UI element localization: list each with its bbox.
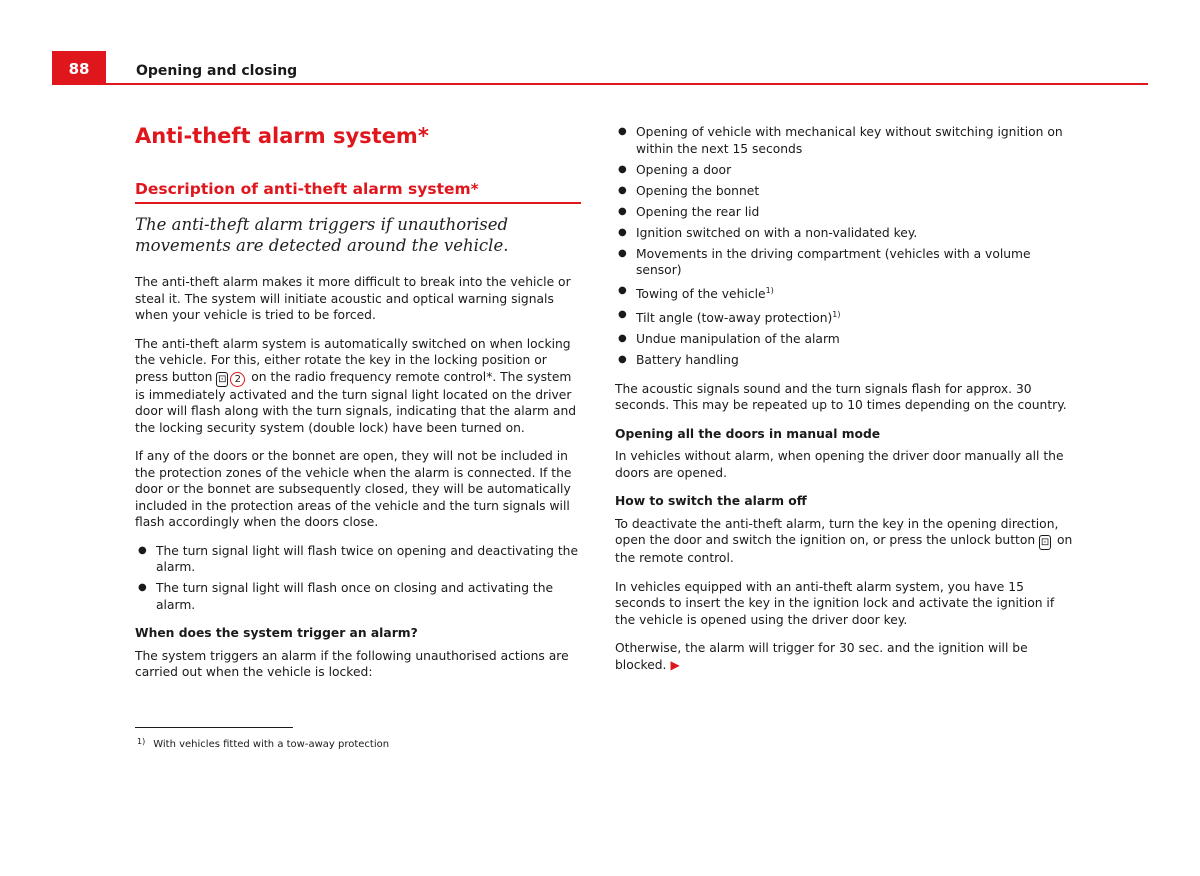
list-item: ● Ignition switched on with a non-validated key.	[618, 225, 918, 240]
list-item: ● Opening the rear lid	[618, 204, 760, 219]
list-item: ● Tilt angle (tow-away protection)$^{1)}$	[618, 309, 841, 326]
paragraph	[615, 640, 1077, 673]
list-item: ● Battery handling	[618, 353, 739, 368]
key-unlock-icon: ⊡	[1040, 537, 1050, 549]
left-column	[135, 110, 581, 693]
footnote-mark: 1)	[137, 737, 146, 746]
list-item: ● Undue manipulation of the alarm	[618, 332, 840, 347]
intro-text: The anti-theft alarm triggers if unauthorised movements are detected around the vehicle.	[135, 215, 509, 255]
paragraph: In vehicles equipped with an anti-theft alarm system, you have 15 seconds to insert the key in the ignition lock and activate the ignition if the vehicle is opened using the driver door key.	[615, 579, 1055, 627]
footnote	[137, 737, 389, 750]
key-lock-icon: ⊡	[218, 373, 227, 385]
subheading: How to switch the alarm off	[615, 494, 807, 509]
bullet-icon: ●	[618, 354, 627, 366]
paragraph: The system triggers an alarm if the following unauthorised actions are carried out when the vehicle is locked:	[135, 648, 569, 679]
bullet-list	[135, 543, 581, 614]
paragraph	[615, 516, 1077, 567]
page-heading: Anti-theft alarm system*	[135, 124, 429, 148]
list-item: ● Opening of vehicle with mechanical key without switching ignition on within the next 15 seconds	[618, 125, 1063, 156]
bullet-icon: ●	[138, 582, 147, 593]
section-heading: Description of anti-theft alarm system*	[135, 180, 581, 204]
list-item: ● The turn signal light will flash once on closing and activating the alarm.	[138, 581, 554, 612]
bullet-icon: ●	[618, 184, 627, 196]
footnote-ref: 1)	[765, 286, 774, 295]
paragraph-text: To deactivate the anti-theft alarm, turn the key in the opening direction, open the door and switch the ignition on, or press the unlock button	[615, 516, 1059, 548]
bullet-icon: ●	[618, 226, 627, 238]
trigger-list	[615, 124, 1077, 369]
paragraph-text: The anti-theft alarm system is automatically switched on when locking the vehicle. For this, either rotate the key in the locking position or press button	[135, 336, 571, 384]
callout-number: 2	[230, 372, 245, 387]
footnote-divider	[135, 727, 293, 728]
bullet-icon: ●	[618, 285, 627, 296]
list-item: ● The turn signal light will flash twice on opening and deactivating the alarm.	[138, 543, 579, 574]
paragraph: The anti-theft alarm makes it more difficult to break into the vehicle or steal it. The system will initiate acoustic and optical warning signals when your vehicle is tried to be forced.	[135, 275, 571, 322]
paragraph-text: Otherwise, the alarm will trigger for 30 sec. and the ignition will be blocked.	[615, 641, 1028, 672]
list-item: ● Movements in the driving compartment (vehicles with a volume sensor)	[618, 246, 1031, 277]
bullet-icon: ●	[618, 163, 627, 175]
paragraph	[135, 336, 581, 437]
paragraph: The acoustic signals sound and the turn signals flash for approx. 30 seconds. This may be repeated up to 10 times depending on the country.	[615, 381, 1067, 413]
paragraph: In vehicles without alarm, when opening the driver door manually all the doors are opened.	[615, 449, 1064, 480]
right-column	[615, 124, 1077, 685]
bullet-icon: ●	[618, 205, 627, 217]
page-number: 88	[52, 51, 106, 83]
paragraph-text: on the remote control.	[615, 533, 1073, 566]
bullet-icon: ●	[618, 126, 627, 137]
continue-arrow-icon: ▶	[670, 657, 680, 672]
list-item: ● Opening a door	[618, 162, 732, 177]
footnote-ref: 1)	[832, 310, 841, 320]
paragraph-text: on the radio frequency remote control*. The system is immediately activated and the turn signal light located on the driver door will flash along with the turn signals, indicating that the alarm and the locking security system (double lock) have been turned on.	[135, 369, 577, 435]
page-header	[52, 51, 1148, 85]
list-item: ● Towing of the vehicle$^{1)}$	[618, 285, 774, 302]
paragraph: If any of the doors or the bonnet are open, they will not be included in the protection zones of the vehicle when the alarm is connected. If the door or the bonnet are subsequently closed, they will be automatically included in the protection areas of the vehicle and the turn signals will flash accordingly when the doors close.	[135, 449, 572, 529]
subheading: Opening all the doors in manual mode	[615, 426, 881, 441]
list-item: ● Opening the bonnet	[618, 183, 760, 198]
bullet-icon: ●	[138, 544, 147, 556]
section-title: Opening and closing	[136, 63, 298, 79]
subheading: When does the system trigger an alarm?	[135, 626, 418, 640]
header-divider	[52, 83, 1148, 85]
bullet-icon: ●	[618, 247, 627, 259]
footnote-text: With vehicles fitted with a tow-away protection	[153, 739, 390, 750]
bullet-icon: ●	[618, 309, 627, 321]
bullet-icon: ●	[618, 333, 627, 345]
